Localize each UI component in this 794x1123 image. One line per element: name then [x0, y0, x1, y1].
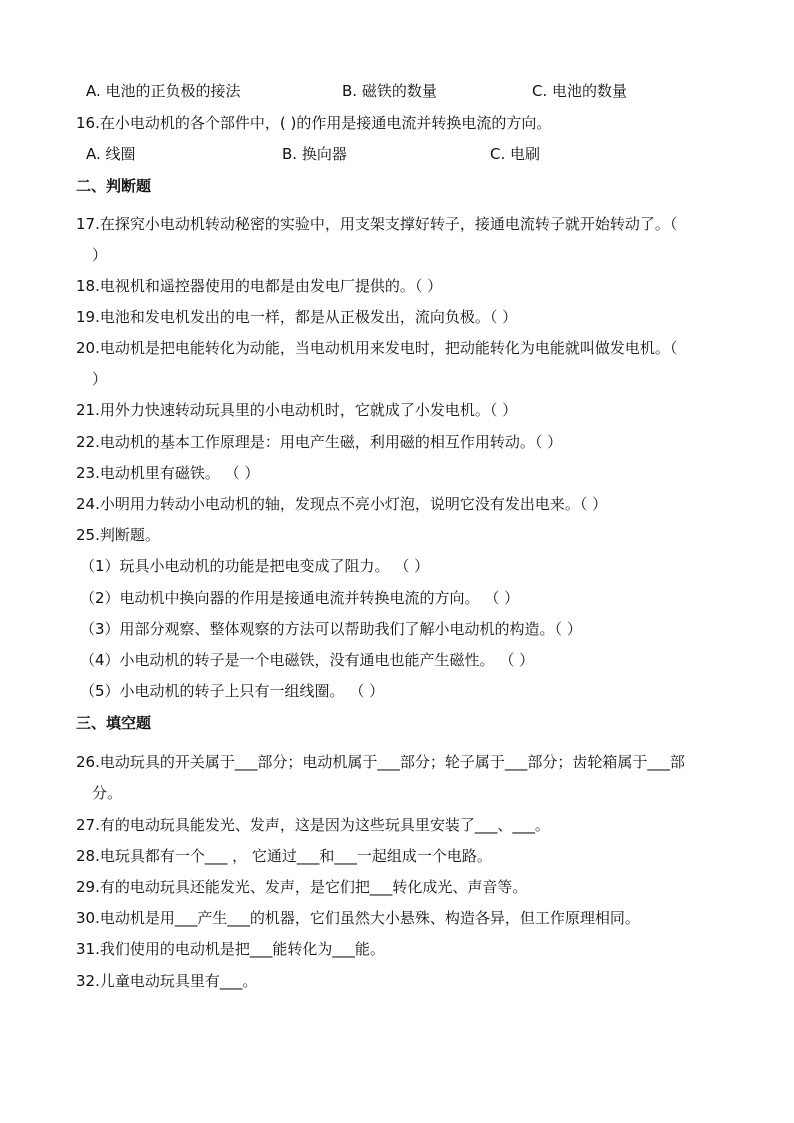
- q16-options: [86, 144, 716, 164]
- q15-options: [86, 81, 716, 101]
- q16-option-b: B. 换向器: [282, 145, 347, 163]
- q16-option-c: C. 电刷: [490, 145, 541, 163]
- q23-text: 23.电动机里有磁铁。 （ ）: [76, 464, 260, 482]
- q21-text: 21.用外力快速转动玩具里的小电动机时，它就成了小发电机。（ ）: [76, 401, 518, 419]
- q28-text: 28.电玩具都有一个___ ， 它通过___和___一起组成一个电路。: [76, 847, 492, 865]
- section-3-title: 三、填空题: [76, 714, 152, 732]
- q25-item-3: （3）用部分观察、整体观察的方法可以帮助我们了解小电动机的构造。（ ）: [80, 620, 582, 638]
- q19-text: 19.电池和发电机发出的电一样，都是从正极发出，流向负极。（ ）: [76, 308, 518, 326]
- q26-line-2: 分。: [92, 784, 123, 802]
- q25-title: 25.判断题。: [76, 526, 160, 544]
- q29-text: 29.有的电动玩具还能发光、发声，是它们把___转化成光、声音等。: [76, 878, 528, 896]
- q30-text: 30.电动机是用___产生___的机器，它们虽然大小悬殊、构造各异，但工作原理相同。: [76, 909, 640, 927]
- q15-option-a: A. 电池的正负极的接法: [86, 82, 241, 100]
- q16-option-a: A. 线圈: [86, 145, 136, 163]
- q17-line-1: 17.在探究小电动机转动秘密的实验中，用支架支撑好转子，接通电流转子就开始转动了。（: [76, 215, 678, 233]
- q27-text: 27.有的电动玩具能发光、发声，这是因为这些玩具里安装了___、___。: [76, 816, 550, 834]
- q18-text: 18.电视机和遥控器使用的电都是由发电厂提供的。（ ）: [76, 277, 443, 295]
- q22-text: 22.电动机的基本工作原理是：用电产生磁，利用磁的相互作用转动。（ ）: [76, 433, 563, 451]
- q24-text: 24.小明用力转动小电动机的轴，发现点不亮小灯泡，说明它没有发出电来。（ ）: [76, 495, 608, 513]
- q25-item-1: （1）玩具小电动机的功能是把电变成了阻力。 （ ）: [80, 557, 430, 575]
- q20-line-2: ）: [92, 370, 108, 388]
- q31-text: 31.我们使用的电动机是把___能转化为___能。: [76, 940, 385, 958]
- q26-line-1: 26.电动玩具的开关属于___部分；电动机属于___部分；轮子属于___部分；齿轮箱属于___部: [76, 753, 685, 771]
- q15-option-c: C. 电池的数量: [532, 82, 628, 100]
- q20-line-1: 20.电动机是把电能转化为动能，当电动机用来发电时，把动能转化为电能就叫做发电机。（: [76, 339, 678, 357]
- q16-text: 16.在小电动机的各个部件中，( )的作用是接通电流并转换电流的方向。: [76, 114, 552, 132]
- q25-item-2: （2）电动机中换向器的作用是接通电流并转换电流的方向。 （ ）: [80, 589, 520, 607]
- q15-option-b: B. 磁铁的数量: [342, 82, 437, 100]
- q25-item-5: （5）小电动机的转子上只有一组线圈。 （ ）: [80, 682, 385, 700]
- q32-text: 32.儿童电动玩具里有___。: [76, 972, 258, 990]
- q17-line-2: ）: [92, 246, 108, 264]
- section-2-title: 二、判断题: [76, 177, 152, 195]
- q25-item-4: （4）小电动机的转子是一个电磁铁，没有通电也能产生磁性。 （ ）: [80, 651, 535, 669]
